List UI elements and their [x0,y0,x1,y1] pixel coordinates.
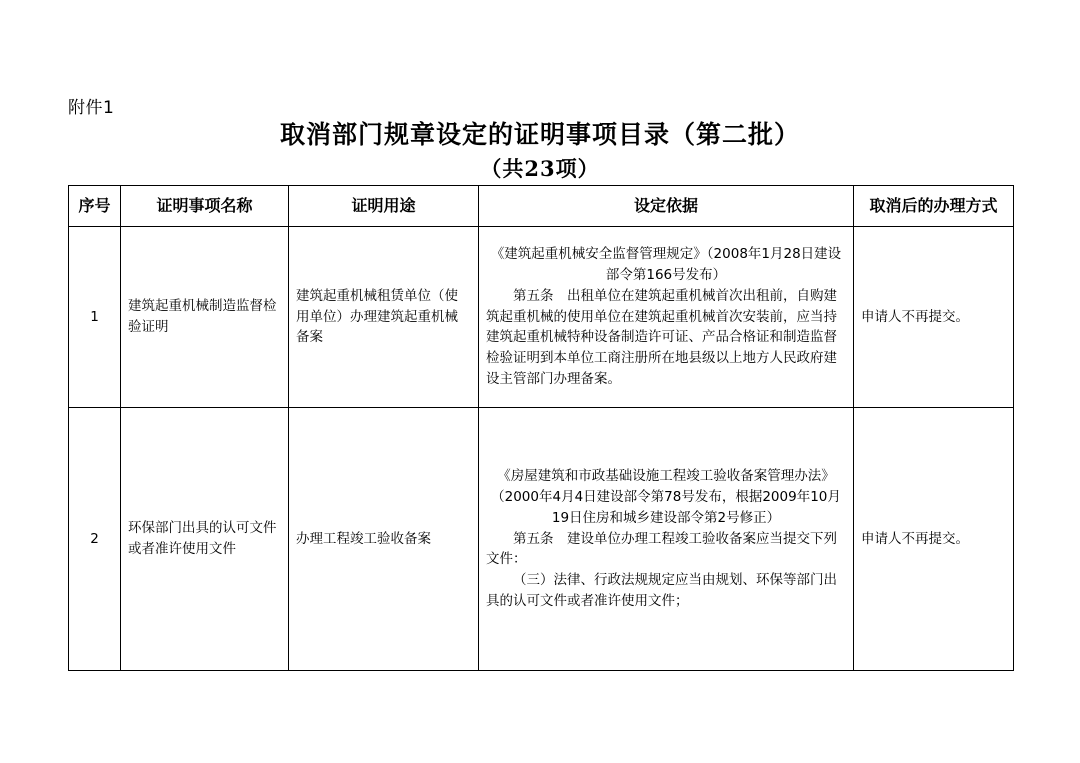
attachment-label: 附件1 [68,98,115,118]
table-row [69,408,1014,671]
table-header-row [69,186,1014,227]
cell-index: 2 [69,408,121,671]
catalog-table [68,185,1014,671]
cell-index: 1 [69,227,121,408]
basis-line: 《建筑起重机械安全监督管理规定》（2008年1月28日建设部令第166号发布） [490,245,842,283]
column-header-name: 证明事项名称 [121,186,289,227]
cell-after: 申请人不再提交。 [854,227,1014,408]
cell-after: 申请人不再提交。 [854,408,1014,671]
title-block [0,118,1080,183]
cell-name: 环保部门出具的认可文件或者准许使用文件 [121,408,289,671]
cell-basis [479,227,854,408]
page-title: 取消部门规章设定的证明事项目录（第二批） [279,120,800,149]
cell-basis [479,408,854,671]
cell-use: 办理工程竣工验收备案 [289,408,479,671]
table-row [69,227,1014,408]
column-header-index: 序号 [69,186,121,227]
page-subtitle: （共23项） [480,155,600,181]
catalog-table-wrap [68,185,1013,671]
basis-line: 第五条 出租单位在建筑起重机械首次出租前，自购建筑起重机械的使用单位在建筑起重机械首次安装前，应当持建筑起重机械特种设备制造许可证、产品合格证和制造监督检验证明到本单位工商注册所在地县级以上地方人民政府建设主管部门办理备案。 [486,287,837,388]
basis-line: 《房屋建筑和市政基础设施工程竣工验收备案管理办法》（2000年4月4日建设部令第78号发布，根据2009年10月19日住房和城乡建设部令第2号修正） [491,467,841,526]
basis-line: 第五条 建设单位办理工程竣工验收备案应当提交下列文件： [486,530,837,568]
column-header-basis: 设定依据 [479,186,854,227]
column-header-use: 证明用途 [289,186,479,227]
cell-use: 建筑起重机械租赁单位（使用单位）办理建筑起重机械备案 [289,227,479,408]
cell-name: 建筑起重机械制造监督检验证明 [121,227,289,408]
column-header-after: 取消后的办理方式 [854,186,1014,227]
basis-line: （三）法律、行政法规规定应当由规划、环保等部门出具的认可文件或者准许使用文件； [486,572,837,610]
